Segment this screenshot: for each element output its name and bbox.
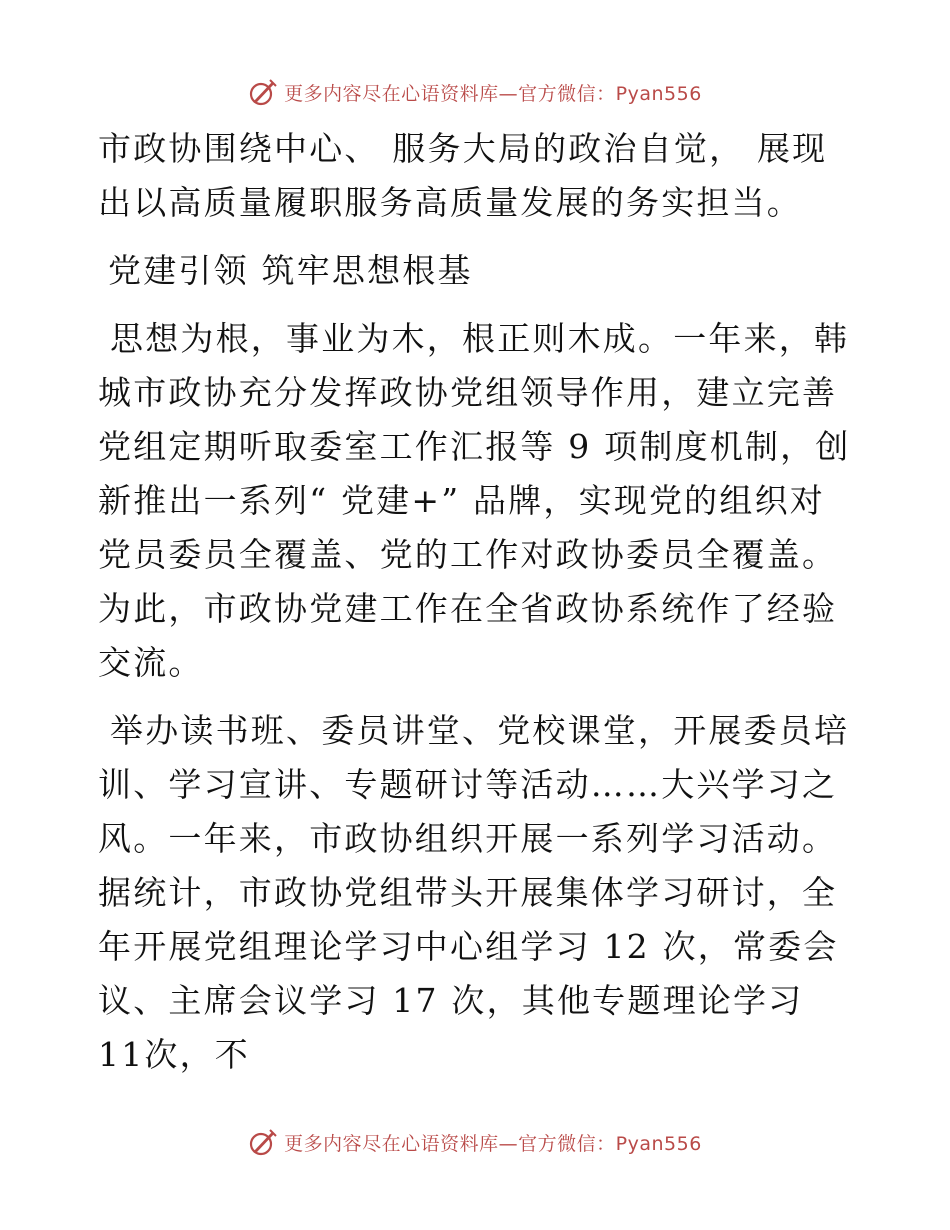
quill-logo-icon [248,77,278,107]
paragraph-intro: 市政协围绕中心、 服务大局的政治自觉， 展现出以高质量履职服务高质量发展的务实担当。 [98,129,828,222]
footer-watermark [0,1122,950,1162]
quill-logo-icon [248,1127,278,1157]
document-body [98,122,858,1082]
paragraph-party-building: 思想为根，事业为木，根正则木成。一年来，韩城市政协充分发挥政协党组领导作用，建立完善党组定期听取委室工作汇报等 9 项制度机制，创新推出一系列“ 党建+” 品牌，实现党的组织对党员委员全覆盖、党的工作对政协委员全覆盖。为此，市政协党建工作在全省政协系统作了经验交流。 [98,319,851,682]
header-watermark [0,72,950,112]
paragraph-study-activities: 举办读书班、委员讲堂、党校课堂，开展委员培训、学习宣讲、专题研讨等活动……大兴学习之风。一年来，市政协组织开展一系列学习活动。据统计，市政协党组带头开展集体学习研讨，全年开展党组理论学习中心组学习 12 次，常委会议、主席会议学习 17 次，其他专题理论学习 11次，不 [98,711,850,1074]
watermark-text: 更多内容尽在心语资料库—官方微信：Pyan556 [284,82,702,105]
section-heading: 党建引领 筑牢思想根基 [108,251,473,290]
watermark-text: 更多内容尽在心语资料库—官方微信：Pyan556 [284,1132,702,1155]
